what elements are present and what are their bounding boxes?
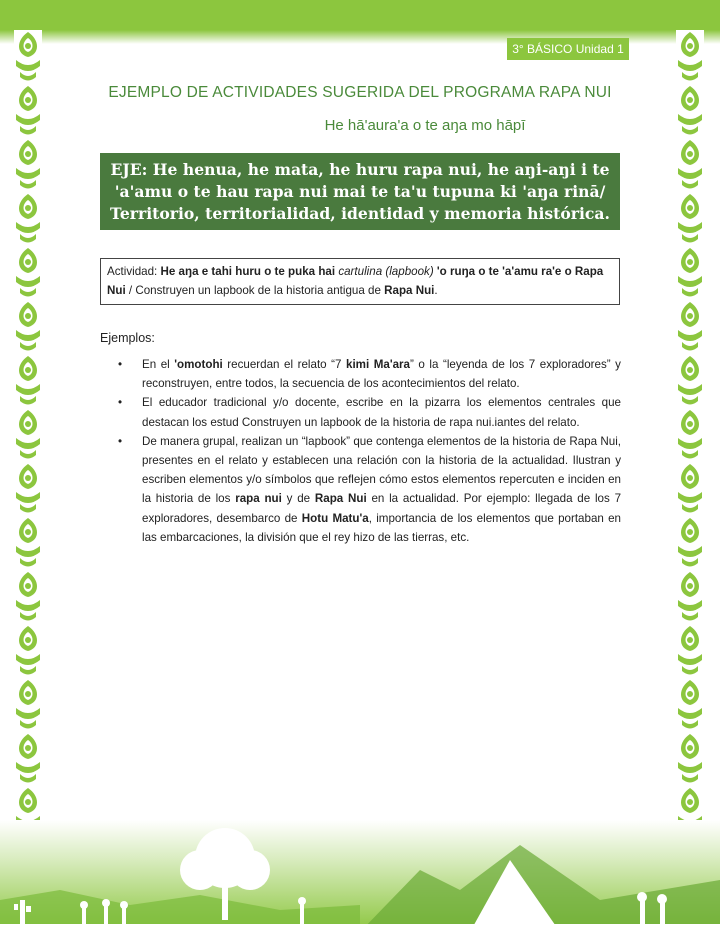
list-item: • De manera grupal, realizan un “lapbook” que contenga elementos de la historia de Rapa Nui, presentes en el relato y establecen una relación con la historia de la actualidad. Ilustran y escriben elementos y/o símbolos que reflejen cómo estos elementos repercuten e inciden en la historia de los rapa nui y de Rapa Nui en la actualidad. Por ejemplo: llegada de los 7 exploradores, desembarco de Hotu Matu'a, importancia de los elementos que portaban en las embarcaciones, la división que el rey hizo de las tierras, etc. xyxy=(118,434,622,544)
term-rapa-nui-island: Rapa Nui xyxy=(314,492,367,506)
list-item: • En el 'omotohi recuerdan el relato “7 kimi Ma'ara” o la “leyenda de los 7 exploradores” y reconstruyen, entre todos, la secuencia de los acontecimientos del relato. xyxy=(118,358,621,391)
actividad-rapanui-1: He aŋa e tahi huru o te puka hai xyxy=(160,265,336,278)
right-pattern-border xyxy=(676,30,704,830)
text: El educador tradicional y/o docente, escribe en la pizarra los elementos centrales que destacan los estud Construyen un lapbook de la historia de rapa nui.iantes del relato. xyxy=(142,396,621,429)
text: De manera grupal, realizan un “lapbook” que contenga elementos de la historia de Rapa Nui, presentes en el relato y establecen una relación con la historia de la actualidad. Ilustran y escriben elementos y/o símbolos que reflejen cómo estos elementos repercuten e inciden en la historia de los xyxy=(142,434,621,506)
text: ” o la “leyenda de los 7 exploradores” y reconstruyen, entre todos, la secuencia de los acontecimientos del relato. xyxy=(142,358,621,391)
actividad-italic: cartulina (lapbook) xyxy=(335,265,437,278)
text: en la actualidad. Por ejemplo: llegada de los 7 exploradores, desembarco de xyxy=(142,492,622,525)
text: y de xyxy=(281,492,315,506)
ejemplos-list xyxy=(118,355,621,547)
text: , importancia de los elementos que portaban en las embarcaciones, la división que el rey hizo de las tierras, etc. xyxy=(142,511,622,544)
actividad-rapanui-2: 'o ruŋa o te 'a'amu ra'e o Rapa Nui xyxy=(107,265,604,297)
list-item: • El educador tradicional y/o docente, escribe en la pizarra los elementos centrales que destacan los estud Construyen un lapbook de la historia de rapa nui.iantes del relato. xyxy=(118,396,621,429)
term-rapa-nui: rapa nui xyxy=(235,492,282,506)
text: recuerdan el relato “7 xyxy=(222,358,346,371)
term-omotohi: 'omotohi xyxy=(174,358,223,371)
eje-box: EJE: He henua, he mata, he huru rapa nui, he aŋi-aŋi i te 'a'amu o te hau rapa nui mai te ta'u tupuna ki 'aŋa rinā/ Territorio, territorialidad, identidad y memoria histórica. xyxy=(100,153,620,230)
grade-unit-badge: 3° BÁSICO Unidad 1 xyxy=(507,38,629,60)
text: En el xyxy=(142,358,175,371)
actividad-label: Actividad: xyxy=(107,265,161,278)
actividad-spanish: / Construyen un lapbook de la historia antigua de xyxy=(125,284,385,297)
term-kimi-maara: kimi Ma'ara xyxy=(346,358,411,371)
term-hotu-matua: Hotu Matu'a xyxy=(301,511,369,525)
page-title: EJEMPLO DE ACTIVIDADES SUGERIDA DEL PROGRAMA RAPA NUI xyxy=(108,84,612,101)
ejemplos-heading: Ejemplos: xyxy=(100,331,155,345)
actividad-rapa-nui: Rapa Nui xyxy=(384,284,435,297)
actividad-box xyxy=(100,258,620,305)
left-pattern-border xyxy=(14,30,42,830)
page-subtitle: He hā'aura'a o te aŋa mo hāpī xyxy=(324,117,526,134)
island-landscape-illustration xyxy=(0,820,720,932)
actividad-period: . xyxy=(434,284,438,297)
